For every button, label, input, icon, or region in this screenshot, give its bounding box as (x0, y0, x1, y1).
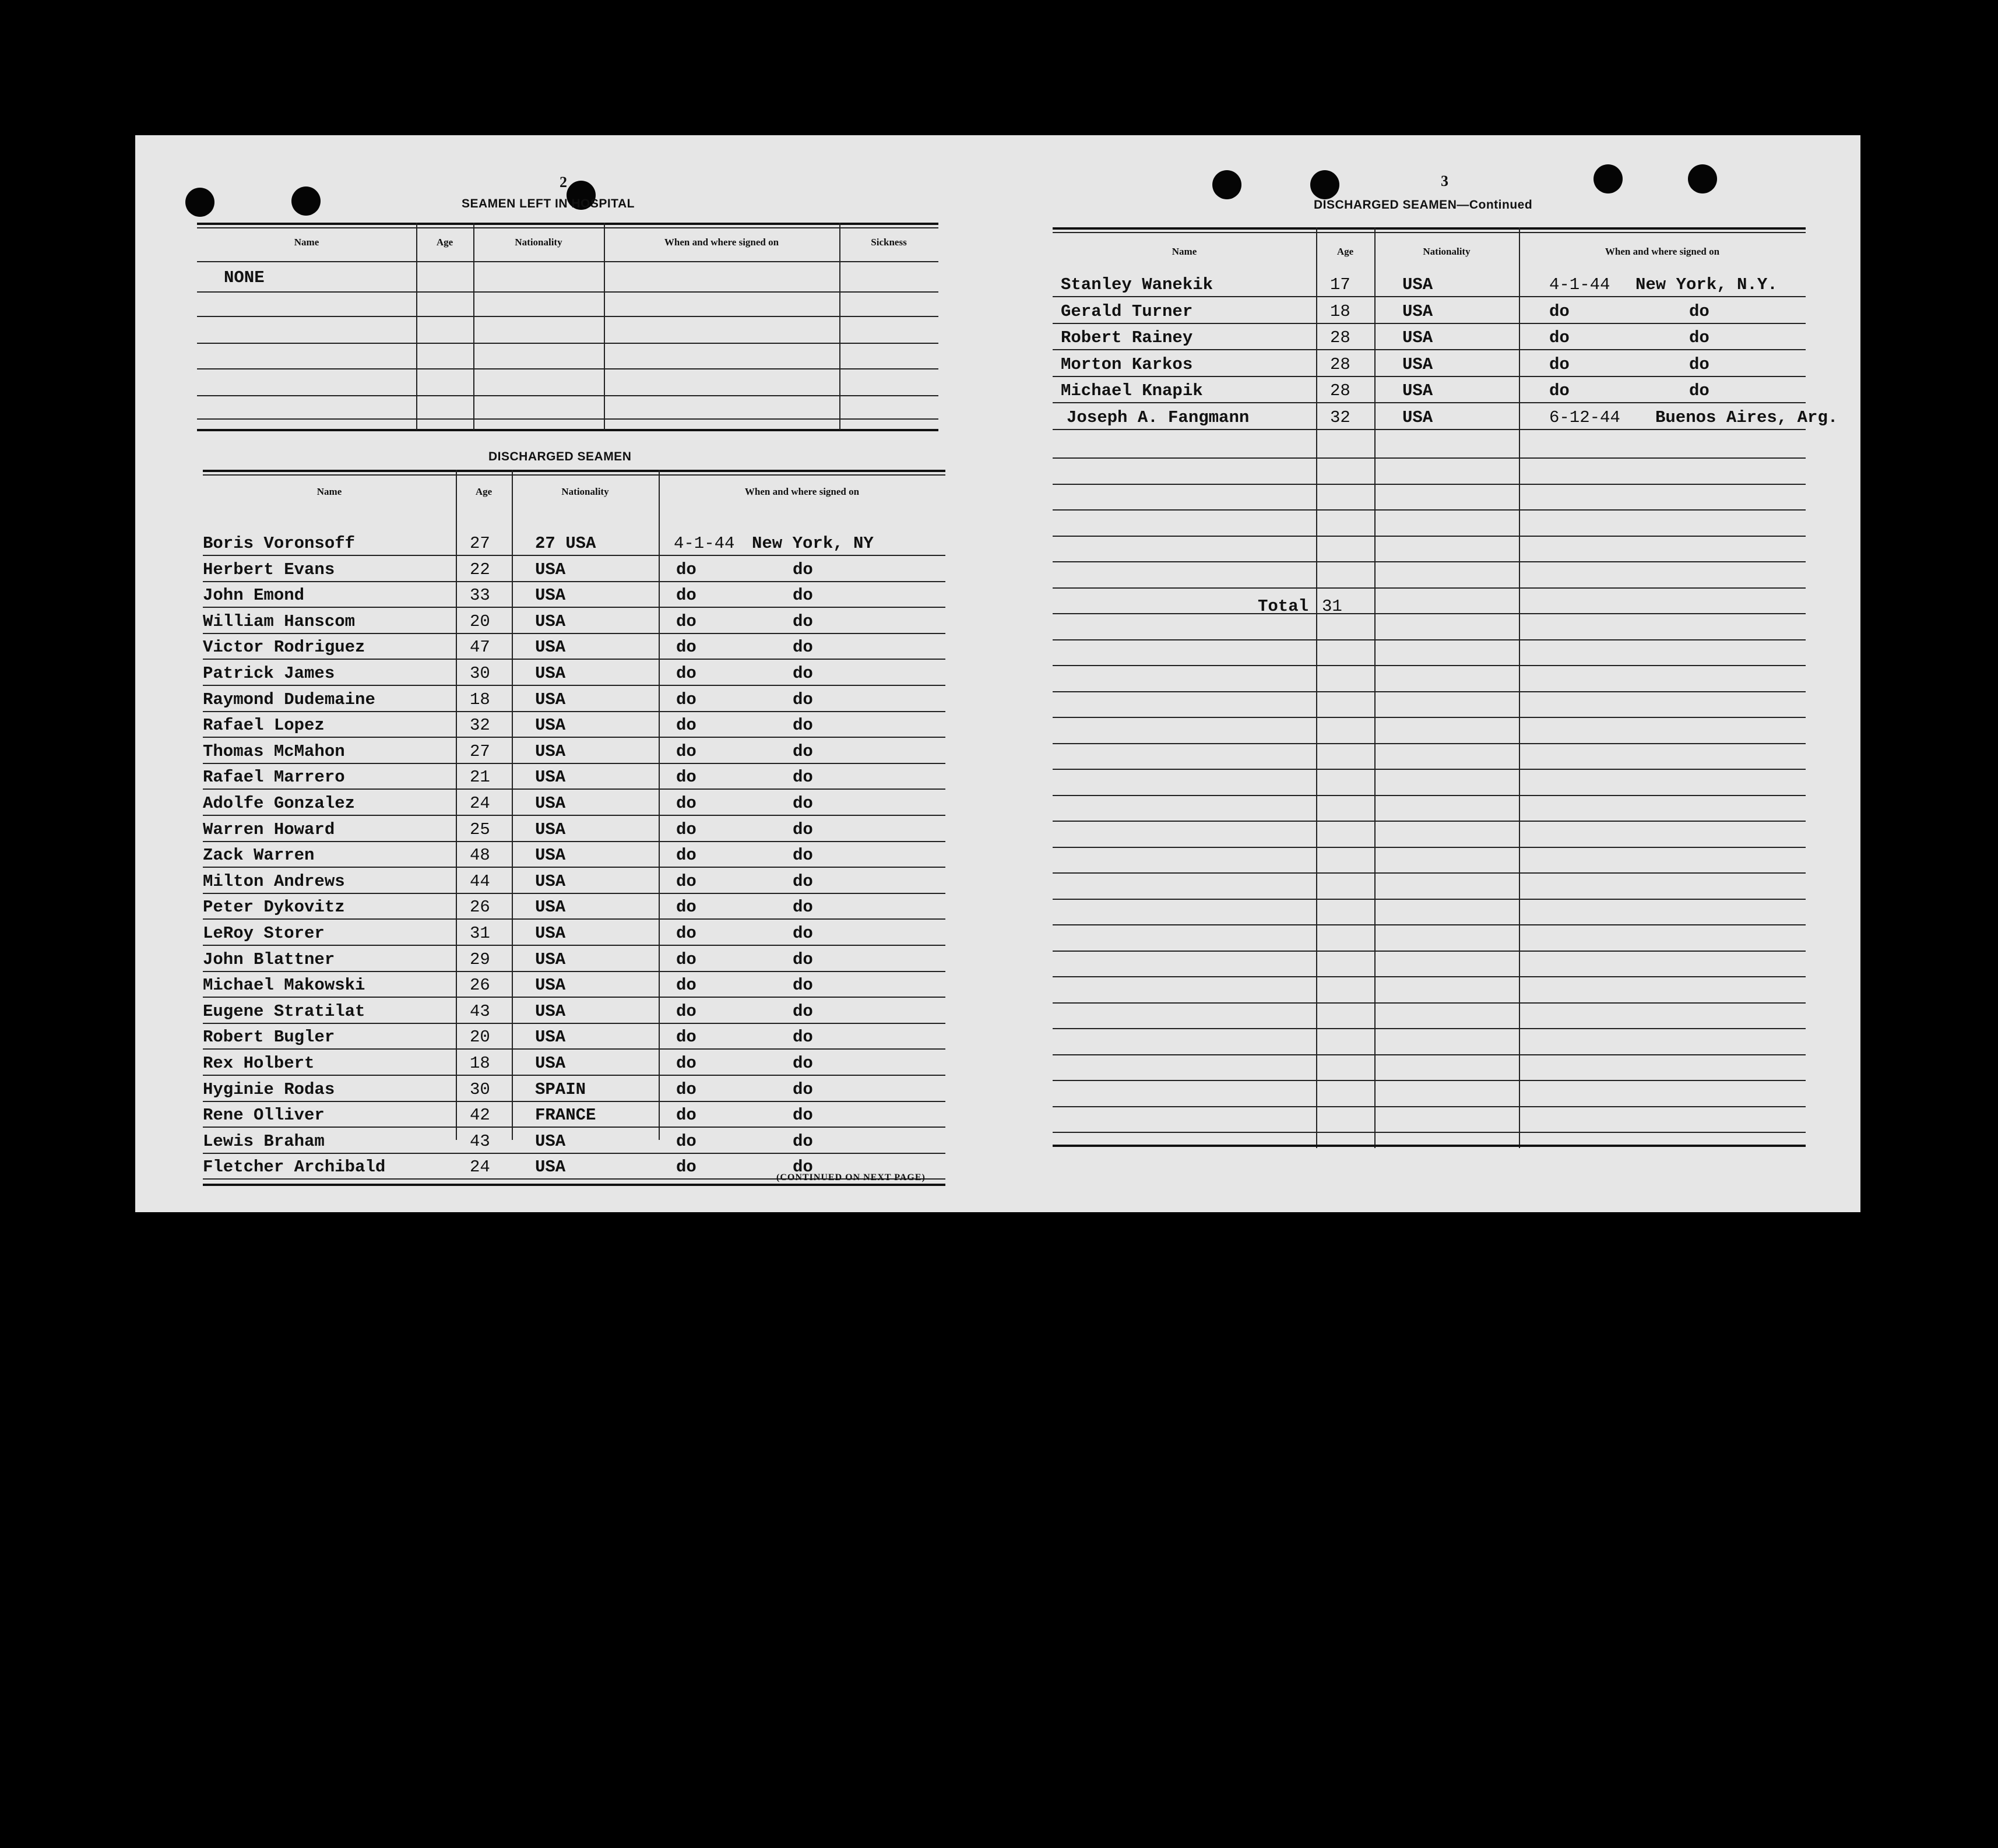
seaman-name: Michael Knapik (1061, 381, 1203, 400)
seaman-name: Gerald Turner (1061, 302, 1193, 321)
signed-on-place: do (793, 1157, 813, 1177)
signed-on-place: do (793, 560, 813, 579)
table-row (1053, 298, 1806, 324)
table-bottom-rule (203, 1184, 945, 1186)
signed-on-place: New York, N.Y. (1635, 275, 1778, 294)
signed-on-place: do (793, 897, 813, 917)
signed-on-date: do (676, 690, 697, 709)
seaman-name: William Hanscom (203, 612, 356, 631)
signed-on-date: do (676, 1002, 697, 1021)
seaman-age: 30 (470, 1080, 490, 1099)
row-rule (1053, 587, 1806, 589)
signed-on-place: do (793, 950, 813, 969)
seaman-age: 17 (1330, 275, 1350, 294)
seaman-nationality: USA (535, 1054, 566, 1073)
seaman-nationality: USA (1402, 408, 1433, 427)
signed-on-date: do (676, 976, 697, 995)
header-age: Age (436, 237, 453, 248)
row-rule (203, 867, 945, 868)
seaman-age: 33 (470, 586, 490, 605)
seaman-age: 28 (1330, 355, 1350, 374)
header-sickness: Sickness (871, 237, 907, 248)
table-row (203, 946, 945, 972)
row-rule (203, 737, 945, 738)
seaman-name: Fletcher Archibald (203, 1157, 386, 1177)
header-age: Age (475, 486, 493, 497)
row-rule (203, 685, 945, 686)
seaman-nationality: USA (1402, 355, 1433, 374)
header-signed-on: When and where signed on (664, 237, 779, 248)
table-row (203, 842, 945, 868)
signed-on-date: do (676, 1157, 697, 1177)
seaman-nationality: USA (535, 872, 566, 891)
table-row (203, 557, 945, 582)
seaman-name: Morton Karkos (1061, 355, 1193, 374)
signed-on-date: do (676, 872, 697, 891)
seaman-age: 27 (470, 742, 490, 761)
left-page (135, 135, 986, 1212)
table-row (203, 634, 945, 660)
hospital-title: SEAMEN LEFT IN HOSPITAL (462, 197, 635, 210)
seaman-nationality: USA (535, 690, 566, 709)
signed-on-place: do (793, 664, 813, 683)
seaman-nationality: USA (535, 897, 566, 917)
seaman-nationality: USA (1402, 381, 1433, 400)
total-label: Total (1258, 597, 1309, 616)
seaman-nationality: USA (535, 664, 566, 683)
signed-on-place: do (793, 612, 813, 631)
signed-on-place: do (793, 976, 813, 995)
row-rule (1053, 296, 1806, 297)
signed-on-place: do (793, 846, 813, 865)
row-rule (203, 607, 945, 608)
signed-on-place: do (793, 1106, 813, 1125)
row-rule (1053, 1054, 1806, 1055)
row-rule (1053, 976, 1806, 977)
seaman-nationality: USA (535, 820, 566, 839)
seaman-name: John Emond (203, 586, 305, 605)
row-rule (1053, 349, 1806, 350)
row-rule (1053, 847, 1806, 848)
seaman-nationality: USA (535, 1157, 566, 1177)
seaman-age: 20 (470, 1027, 490, 1047)
row-rule (1053, 821, 1806, 822)
row-rule (203, 945, 945, 946)
seaman-name: Thomas McMahon (203, 742, 345, 761)
header-signed-on: When and where signed on (1605, 246, 1720, 257)
seaman-age: 44 (470, 872, 490, 891)
document-sheet (135, 135, 1860, 1212)
seaman-nationality: USA (535, 742, 566, 761)
table-row (203, 868, 945, 894)
table-row (1053, 325, 1806, 350)
seaman-age: 18 (470, 690, 490, 709)
seaman-name: Zack Warren (203, 846, 315, 865)
signed-on-date: do (676, 560, 697, 579)
row-rule (203, 555, 945, 556)
continued-footer: (CONTINUED ON NEXT PAGE) (776, 1173, 926, 1182)
row-rule (1053, 536, 1806, 537)
seaman-age: 18 (470, 1054, 490, 1073)
seaman-name: Rex Holbert (203, 1054, 315, 1073)
row-rule (1053, 743, 1806, 744)
seaman-nationality: 27 USA (535, 534, 596, 553)
row-rule (1053, 1002, 1806, 1004)
table-row (203, 687, 945, 712)
seaman-name: Herbert Evans (203, 560, 335, 579)
seaman-name: Victor Rodriguez (203, 638, 365, 657)
row-rule (1053, 795, 1806, 796)
seaman-nationality: USA (1402, 328, 1433, 347)
table-row (203, 1050, 945, 1076)
row-rule (1053, 1106, 1806, 1107)
seaman-age: 25 (470, 820, 490, 839)
header-name: Name (316, 486, 342, 497)
row-rule (203, 789, 945, 790)
table-row (1053, 272, 1806, 297)
table-row (203, 1128, 945, 1154)
signed-on-date: do (676, 1054, 697, 1073)
signed-on-place: do (793, 690, 813, 709)
seaman-age: 43 (470, 1002, 490, 1021)
signed-on-place: do (793, 1132, 813, 1151)
row-rule (1053, 639, 1806, 640)
signed-on-date: do (676, 897, 697, 917)
row-rule (1053, 613, 1806, 614)
row-rule (1053, 665, 1806, 666)
seaman-age: 26 (470, 897, 490, 917)
seaman-nationality: USA (535, 794, 566, 813)
signed-on-place: do (793, 924, 813, 943)
row-rule (203, 1127, 945, 1128)
signed-on-place: do (793, 638, 813, 657)
seaman-nationality: USA (535, 638, 566, 657)
row-rule (1053, 484, 1806, 485)
signed-on-date: do (676, 664, 697, 683)
table-row (203, 582, 945, 608)
signed-on-place: do (793, 586, 813, 605)
seaman-nationality: FRANCE (535, 1106, 596, 1125)
row-rule (1053, 717, 1806, 718)
seaman-name: Michael Makowski (203, 976, 365, 995)
signed-on-date: do (676, 924, 697, 943)
row-rule (1053, 769, 1806, 770)
seaman-age: 48 (470, 846, 490, 865)
seaman-name: Milton Andrews (203, 872, 345, 891)
table-row (203, 790, 945, 816)
signed-on-place: New York, NY (752, 534, 874, 553)
seaman-nationality: USA (535, 1002, 566, 1021)
signed-on-date: 4-1-44 (1549, 275, 1610, 294)
seaman-age: 28 (1330, 328, 1350, 347)
seaman-nationality: USA (535, 560, 566, 579)
table-row (203, 1102, 945, 1128)
header-nationality: Nationality (515, 237, 562, 248)
table-row (203, 1024, 945, 1050)
signed-on-date: do (676, 950, 697, 969)
right-page (1044, 135, 1860, 1212)
table-bottom-rule (1053, 1145, 1806, 1147)
table-row (1053, 378, 1806, 403)
signed-on-date: do (676, 768, 697, 787)
table-row (203, 660, 945, 686)
seaman-age: 18 (1330, 302, 1350, 321)
row-rule (1053, 457, 1806, 459)
signed-on-place: do (1689, 381, 1709, 400)
discharged-continued-title: DISCHARGED SEAMEN—Continued (1314, 198, 1533, 212)
signed-on-date: do (1549, 355, 1570, 374)
header-name: Name (294, 237, 319, 248)
seaman-age: 42 (470, 1106, 490, 1125)
signed-on-place: do (1689, 328, 1709, 347)
seaman-name: Patrick James (203, 664, 335, 683)
header-nationality: Nationality (561, 486, 609, 497)
signed-on-date: 4-1-44 (674, 534, 735, 553)
seaman-age: 27 (470, 534, 490, 553)
table-row (203, 608, 945, 634)
seaman-age: 21 (470, 768, 490, 787)
row-rule (1053, 509, 1806, 511)
seaman-name: Joseph A. Fangmann (1067, 408, 1250, 427)
row-rule (1053, 872, 1806, 874)
row-rule (1053, 899, 1806, 900)
seaman-age: 47 (470, 638, 490, 657)
signed-on-place: do (1689, 355, 1709, 374)
table-row (203, 816, 945, 842)
signed-on-place: Buenos Aires, Arg. (1655, 408, 1838, 427)
row-rule (1053, 561, 1806, 562)
row-rule (203, 1048, 945, 1050)
seaman-nationality: USA (535, 1027, 566, 1047)
seaman-name: Rafael Marrero (203, 768, 345, 787)
signed-on-date: do (676, 716, 697, 735)
signed-on-date: do (676, 1027, 697, 1047)
table-row (203, 712, 945, 738)
seaman-age: 32 (470, 716, 490, 735)
row-rule (1053, 1132, 1806, 1133)
row-rule (1053, 1080, 1806, 1081)
row-rule (1053, 924, 1806, 925)
seaman-nationality: USA (535, 846, 566, 865)
signed-on-place: do (793, 716, 813, 735)
row-rule (1053, 376, 1806, 377)
signed-on-date: do (676, 794, 697, 813)
seaman-name: John Blattner (203, 950, 335, 969)
signed-on-date: do (676, 820, 697, 839)
signed-on-place: do (1689, 302, 1709, 321)
signed-on-date: do (676, 638, 697, 657)
seaman-name: Hyginie Rodas (203, 1080, 335, 1099)
row-rule (1053, 429, 1806, 430)
row-rule (1053, 323, 1806, 324)
signed-on-date: do (676, 1132, 697, 1151)
signed-on-place: do (793, 872, 813, 891)
seaman-nationality: USA (535, 976, 566, 995)
seaman-nationality: USA (535, 716, 566, 735)
header-name: Name (1172, 246, 1197, 257)
signed-on-place: do (793, 742, 813, 761)
discharged-title: DISCHARGED SEAMEN (488, 450, 632, 463)
seaman-nationality: USA (535, 924, 566, 943)
signed-on-date: do (676, 846, 697, 865)
seaman-name: Stanley Wanekik (1061, 275, 1213, 294)
signed-on-place: do (793, 820, 813, 839)
signed-on-place: do (793, 794, 813, 813)
seaman-nationality: USA (535, 1132, 566, 1151)
signed-on-place: do (793, 1054, 813, 1073)
signed-on-date: do (676, 586, 697, 605)
seaman-nationality: USA (1402, 275, 1433, 294)
header-nationality: Nationality (1423, 246, 1471, 257)
signed-on-place: do (793, 1080, 813, 1099)
seaman-age: 43 (470, 1132, 490, 1151)
row-rule (1053, 691, 1806, 692)
seaman-age: 30 (470, 664, 490, 683)
signed-on-date: do (676, 1080, 697, 1099)
page-number: 2 (560, 174, 567, 191)
row-rule (203, 1075, 945, 1076)
seaman-name: Warren Howard (203, 820, 335, 839)
seaman-age: 31 (470, 924, 490, 943)
signed-on-place: do (793, 1027, 813, 1047)
signed-on-place: do (793, 1002, 813, 1021)
page-number: 3 (1441, 173, 1448, 189)
signed-on-date: do (676, 612, 697, 631)
seaman-nationality: USA (535, 586, 566, 605)
seaman-name: Robert Rainey (1061, 328, 1193, 347)
seaman-age: 32 (1330, 408, 1350, 427)
header-signed-on: When and where signed on (744, 486, 860, 497)
seaman-age: 24 (470, 794, 490, 813)
table-row (203, 972, 945, 998)
seaman-nationality: USA (1402, 302, 1433, 321)
discharged-table-continued (1053, 227, 1838, 1160)
row-rule (203, 815, 945, 816)
seaman-name: Eugene Stratilat (203, 1002, 365, 1021)
table-row (203, 738, 945, 764)
table-row (1053, 404, 1838, 430)
seaman-age: 29 (470, 950, 490, 969)
row-rule (203, 659, 945, 660)
seaman-nationality: SPAIN (535, 1080, 586, 1099)
seaman-name: Adolfe Gonzalez (203, 794, 356, 813)
seaman-age: 20 (470, 612, 490, 631)
hospital-table (197, 223, 938, 438)
signed-on-date: do (1549, 381, 1570, 400)
total-value: 31 (1322, 597, 1342, 616)
seaman-age: 22 (470, 560, 490, 579)
row-rule (1053, 402, 1806, 403)
table-row (203, 920, 945, 946)
hospital-entry: NONE (224, 268, 265, 287)
seaman-age: 26 (470, 976, 490, 995)
table-row (203, 1076, 945, 1102)
table-row (1053, 351, 1806, 377)
table-row (203, 530, 945, 556)
row-rule (203, 918, 945, 920)
seaman-name: LeRoy Storer (203, 924, 325, 943)
signed-on-place: do (793, 768, 813, 787)
seaman-age: 28 (1330, 381, 1350, 400)
seaman-name: Rafael Lopez (203, 716, 325, 735)
seaman-name: Boris Voronsoff (203, 534, 356, 553)
seaman-name: Robert Bugler (203, 1027, 335, 1047)
row-rule (1053, 1028, 1806, 1029)
discharged-table (203, 470, 945, 1177)
seaman-name: Peter Dykovitz (203, 897, 345, 917)
seaman-age: 24 (470, 1157, 490, 1177)
table-row (203, 894, 945, 920)
seaman-name: Rene Olliver (203, 1106, 325, 1125)
table-row (203, 764, 945, 790)
seaman-nationality: USA (535, 768, 566, 787)
signed-on-date: 6-12-44 (1549, 408, 1620, 427)
table-row (203, 998, 945, 1024)
seaman-name: Raymond Dudemaine (203, 690, 375, 709)
signed-on-date: do (1549, 302, 1570, 321)
row-rule (203, 997, 945, 998)
seaman-nationality: USA (535, 612, 566, 631)
signed-on-date: do (676, 742, 697, 761)
signed-on-date: do (676, 1106, 697, 1125)
header-age: Age (1336, 246, 1354, 257)
signed-on-date: do (1549, 328, 1570, 347)
seaman-name: Lewis Braham (203, 1132, 325, 1151)
row-rule (1053, 951, 1806, 952)
seaman-nationality: USA (535, 950, 566, 969)
